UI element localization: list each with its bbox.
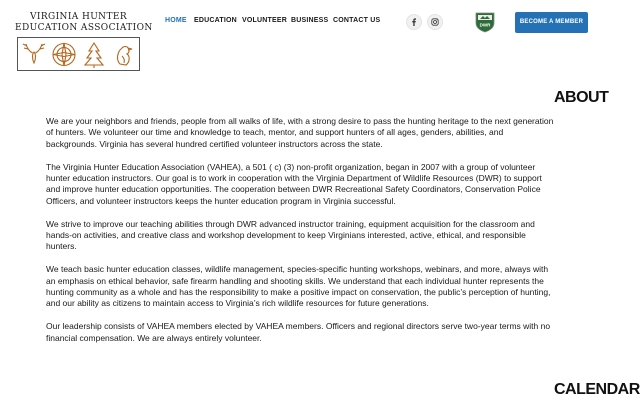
dwr-badge-label: DWR (479, 22, 491, 28)
pine-tree-icon (80, 40, 108, 69)
nav-item-business[interactable]: BUSINESS (291, 17, 329, 24)
about-paragraph: Our leadership consists of VAHEA members elected by VAHEA members. Officers and regional directors serve two-year terms with no financial compensation. We are always entirely volunteer. (46, 321, 551, 343)
nav-item-home[interactable]: HOME (165, 17, 187, 24)
become-a-member-button[interactable]: BECOME A MEMBER (515, 12, 588, 33)
site-logo[interactable] (15, 12, 153, 72)
logo-title-line-2: EDUCATION ASSOCIATION (15, 23, 153, 33)
calendar-heading: CALENDAR (554, 381, 640, 398)
about-paragraph: The Virginia Hunter Education Association (VAHEA), a 501 ( c) (3) non-profit organization, began in 2007 with a group of volunteer hunter education instructors. Our goal is to work in cooperation with the Virginia Department of Wildlife Resources (DWR) to support and improve hunter education opportunities. The cooperation between DWR Recreational Safety Coordinators, Conservation Police Officers, and volunteer instructors keeps the hunter education program in Virginia successful. (46, 161, 542, 206)
facebook-link[interactable] (406, 14, 422, 30)
logo-emblem-strip (17, 37, 140, 71)
about-paragraph: We teach basic hunter education classes, wildlife management, species-specific hunting workshops, webinars, and more, always with an emphasis on ethical behavior, safe firearm handling and shooting skills. We understand that each individual hunter represents the hunting community as a whole and has the responsibility to make a positive impact on conservation, the public’s perception of hunting, and our ability as citizens to maintain access to Virginia’s rich wildlife resources for future generations. (46, 264, 551, 309)
compass-icon (50, 40, 78, 69)
about-paragraph: We are your neighbors and friends, people from all walks of life, with a strong desire to pass the hunting heritage to the next generation of hunters. We volunteer our time and knowledge to teach, mentor, and support hunters of all ages, genders, abilities, and backgrounds. Virginia has several hundred certified volunteer instructors across the state. (46, 116, 554, 149)
about-content (46, 116, 556, 355)
about-heading: ABOUT (554, 89, 609, 106)
facebook-icon (410, 18, 418, 26)
logo-title-line-1: VIRGINIA HUNTER (29, 12, 128, 22)
instagram-link[interactable] (427, 14, 443, 30)
about-paragraph: We strive to improve our teaching abilities through DWR advanced instructor training, equipment acquisition for the classroom and hands-on activities, and creative class and workshop development to keep Virginians interested, active, ethical, and responsible hunters. (46, 218, 535, 252)
bird-icon (110, 40, 138, 69)
dwr-partner-badge[interactable] (474, 11, 496, 33)
site-header (0, 0, 600, 76)
nav-item-volunteer[interactable]: VOLUNTEER (242, 17, 287, 24)
deer-icon (20, 40, 48, 69)
dwr-shield-icon (474, 11, 496, 33)
instagram-icon (431, 18, 439, 26)
nav-item-contact-us[interactable]: CONTACT US (333, 17, 381, 24)
nav-item-education[interactable]: EDUCATION (194, 17, 237, 24)
